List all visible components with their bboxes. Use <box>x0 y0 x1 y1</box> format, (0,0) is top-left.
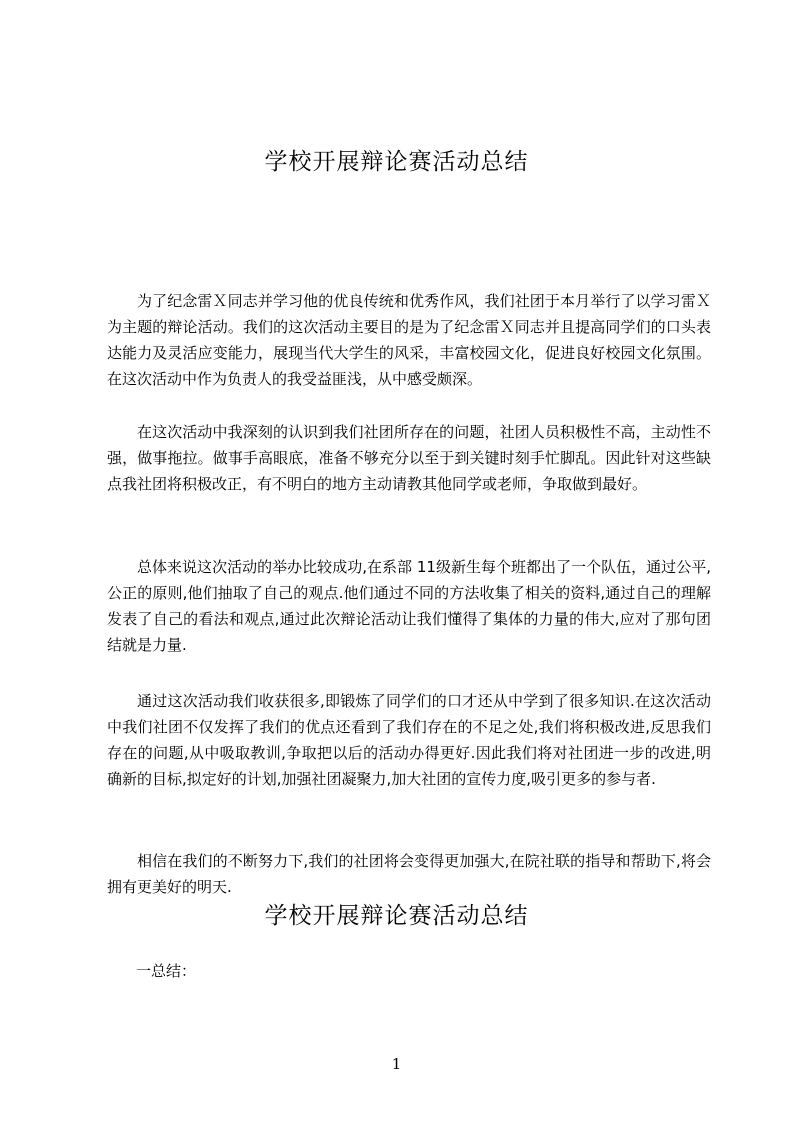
paragraph-2: 在这次活动中我深刻的认识到我们社团所存在的问题，社团人员积极性不高，主动性不强，做事拖拉。做事手高眼底，准备不够充分以至于到关键时刻手忙脚乱。因此针对这些缺点我社团将积极改正，有不明白的地方主动请教其他同学或老师，争取做到最好。 <box>107 423 711 493</box>
paragraph-1: 为了纪念雷Ｘ同志并学习他的优良传统和优秀作风，我们社团于本月举行了以学习雷Ｘ为主题的辩论活动。我们的这次活动主要目的是为了纪念雷Ｘ同志并且提高同学们的口头表达能力及灵活应变能力，展现当代大学生的风采，丰富校园文化，促进良好校园文化氛围。在这次活动中作为负责人的我受益匪浅，从中感受颇深。 <box>107 292 711 388</box>
paragraph-3: 总体来说这次活动的举办比较成功,在系部 11级新生每个班都出了一个队伍，通过公平,公正的原则,他们抽取了自己的观点.他们通过不同的方法收集了相关的资料,通过自己的理解发表了自己的看法和观点,通过此次辩论活动让我们懂得了集体的力量的伟大,应对了那句团结就是力量. <box>107 558 711 654</box>
paragraph-5: 相信在我们的不断努力下,我们的社团将会变得更加强大,在院社联的指导和帮助下,将会拥有更美好的明天. <box>107 852 711 896</box>
paragraph-4: 通过这次活动我们收获很多,即锻炼了同学们的口才还从中学到了很多知识.在这次活动中我们社团不仅发挥了我们的优点还看到了我们存在的不足之处,我们将积极改进,反思我们存在的问题,从中吸取教训,争取把以后的活动办得更好.因此我们将对社团进一步的改进,明确新的目标,拟定好的计划,加强社团凝聚力,加大社团的宣传力度,吸引更多的参与者. <box>107 692 711 788</box>
document-title: 学校开展辩论赛活动总结 <box>264 149 529 175</box>
second-document-title: 学校开展辩论赛活动总结 <box>264 903 529 929</box>
page-number: 1 <box>391 1055 402 1073</box>
summary-subheading: 一总结： <box>136 962 197 980</box>
